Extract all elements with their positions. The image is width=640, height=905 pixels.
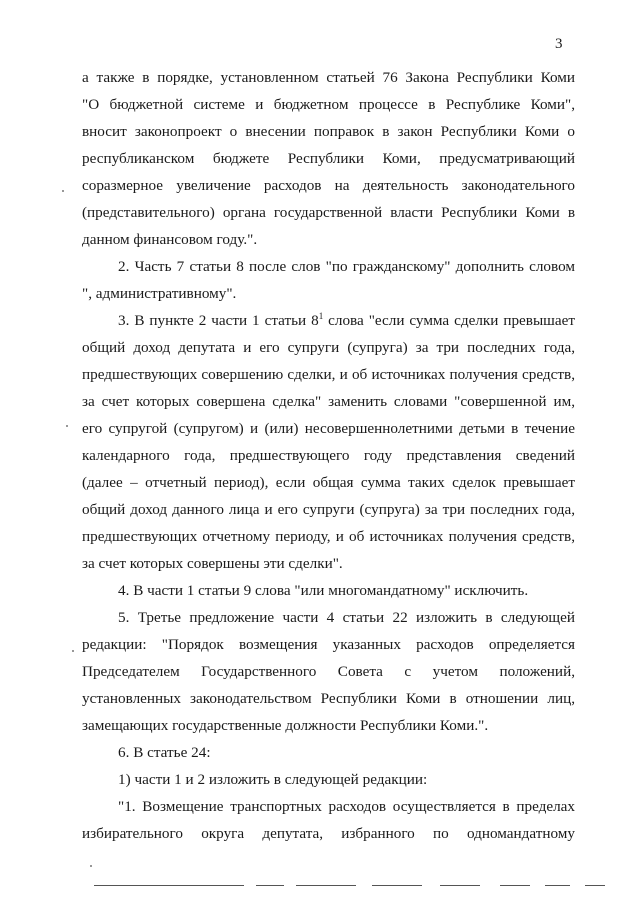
text-line: 4. В части 1 статьи 9 слова "или многомандатному" исключить. bbox=[118, 582, 529, 599]
footer-rule bbox=[440, 885, 480, 886]
text-line: соразмерное увеличение расходов на деятельность законодательного bbox=[82, 177, 575, 194]
text-line: предшествующих отчетному периоду, и об источниках получения средств, bbox=[82, 528, 575, 545]
text-line: 2. Часть 7 статьи 8 после слов "по гражданскому" дополнить словом bbox=[118, 258, 575, 275]
text-line: редакции: "Порядок возмещения указанных расходов определяется bbox=[82, 636, 575, 653]
scan-speck bbox=[90, 865, 92, 867]
text-line: (представительного) органа государственной власти Республики Коми в bbox=[82, 204, 575, 221]
text-line: 1) части 1 и 2 изложить в следующей редакции: bbox=[118, 771, 428, 788]
text-line: 5. Третье предложение части 4 статьи 22 изложить в следующей bbox=[118, 609, 575, 626]
scan-speck bbox=[62, 190, 64, 192]
text-line: его супругой (супругом) и (или) несовершеннолетними детьми в течение bbox=[82, 420, 575, 437]
text-after-sup: слова "если сумма сделки превышает bbox=[323, 312, 575, 329]
scan-speck bbox=[72, 650, 74, 652]
text-line: Председателем Государственного Совета с учетом положений, bbox=[82, 663, 575, 680]
text-line-with-superscript bbox=[118, 311, 575, 331]
text-line: установленных законодательством Республики Коми в отношении лиц, bbox=[82, 690, 575, 707]
text-line: за счет которых совершена сделка" заменить словами "совершенной им, bbox=[82, 393, 575, 410]
text-line: "О бюджетной системе и бюджетном процессе в Республике Коми", bbox=[82, 96, 575, 113]
footer-rule bbox=[256, 885, 284, 886]
footer-rule bbox=[372, 885, 422, 886]
footer-rule bbox=[585, 885, 605, 886]
text-line: календарного года, предшествующего году представления сведений bbox=[82, 447, 575, 464]
text-line: ", административному". bbox=[82, 285, 237, 302]
footer-rule bbox=[94, 885, 244, 886]
footer-rule bbox=[296, 885, 356, 886]
page-number: 3 bbox=[555, 36, 563, 52]
text-line: за счет которых совершены эти сделки". bbox=[82, 555, 343, 572]
text-line: 6. В статье 24: bbox=[118, 744, 211, 761]
text-line: общий доход данного лица и его супруги (супруга) за три последних года, bbox=[82, 501, 575, 518]
text-line: а также в порядке, установленном статьей 76 Закона Республики Коми bbox=[82, 69, 575, 86]
text-line: (далее – отчетный период), если общая сумма таких сделок превышает bbox=[82, 474, 575, 491]
text-line: общий доход депутата и его супруги (супруга) за три последних года, bbox=[82, 339, 575, 356]
footer-rule bbox=[545, 885, 570, 886]
text-line: замещающих государственные должности Республики Коми.". bbox=[82, 717, 489, 734]
text-line: "1. Возмещение транспортных расходов осуществляется в пределах bbox=[118, 798, 575, 815]
text-line: данном финансовом году.". bbox=[82, 231, 258, 248]
footer-rule bbox=[500, 885, 530, 886]
text-line: избирательного округа депутата, избранного по одномандатному bbox=[82, 825, 575, 842]
text-line: вносит законопроект о внесении поправок в закон Республики Коми о bbox=[82, 123, 575, 140]
scan-speck bbox=[66, 425, 68, 427]
text-before-sup: 3. В пункте 2 части 1 статьи 8 bbox=[118, 312, 319, 329]
text-line: республиканском бюджете Республики Коми, предусматривающий bbox=[82, 150, 575, 167]
text-line: предшествующих совершению сделки, и об источниках получения средств, bbox=[82, 366, 575, 383]
superscript: 1 bbox=[318, 310, 324, 321]
